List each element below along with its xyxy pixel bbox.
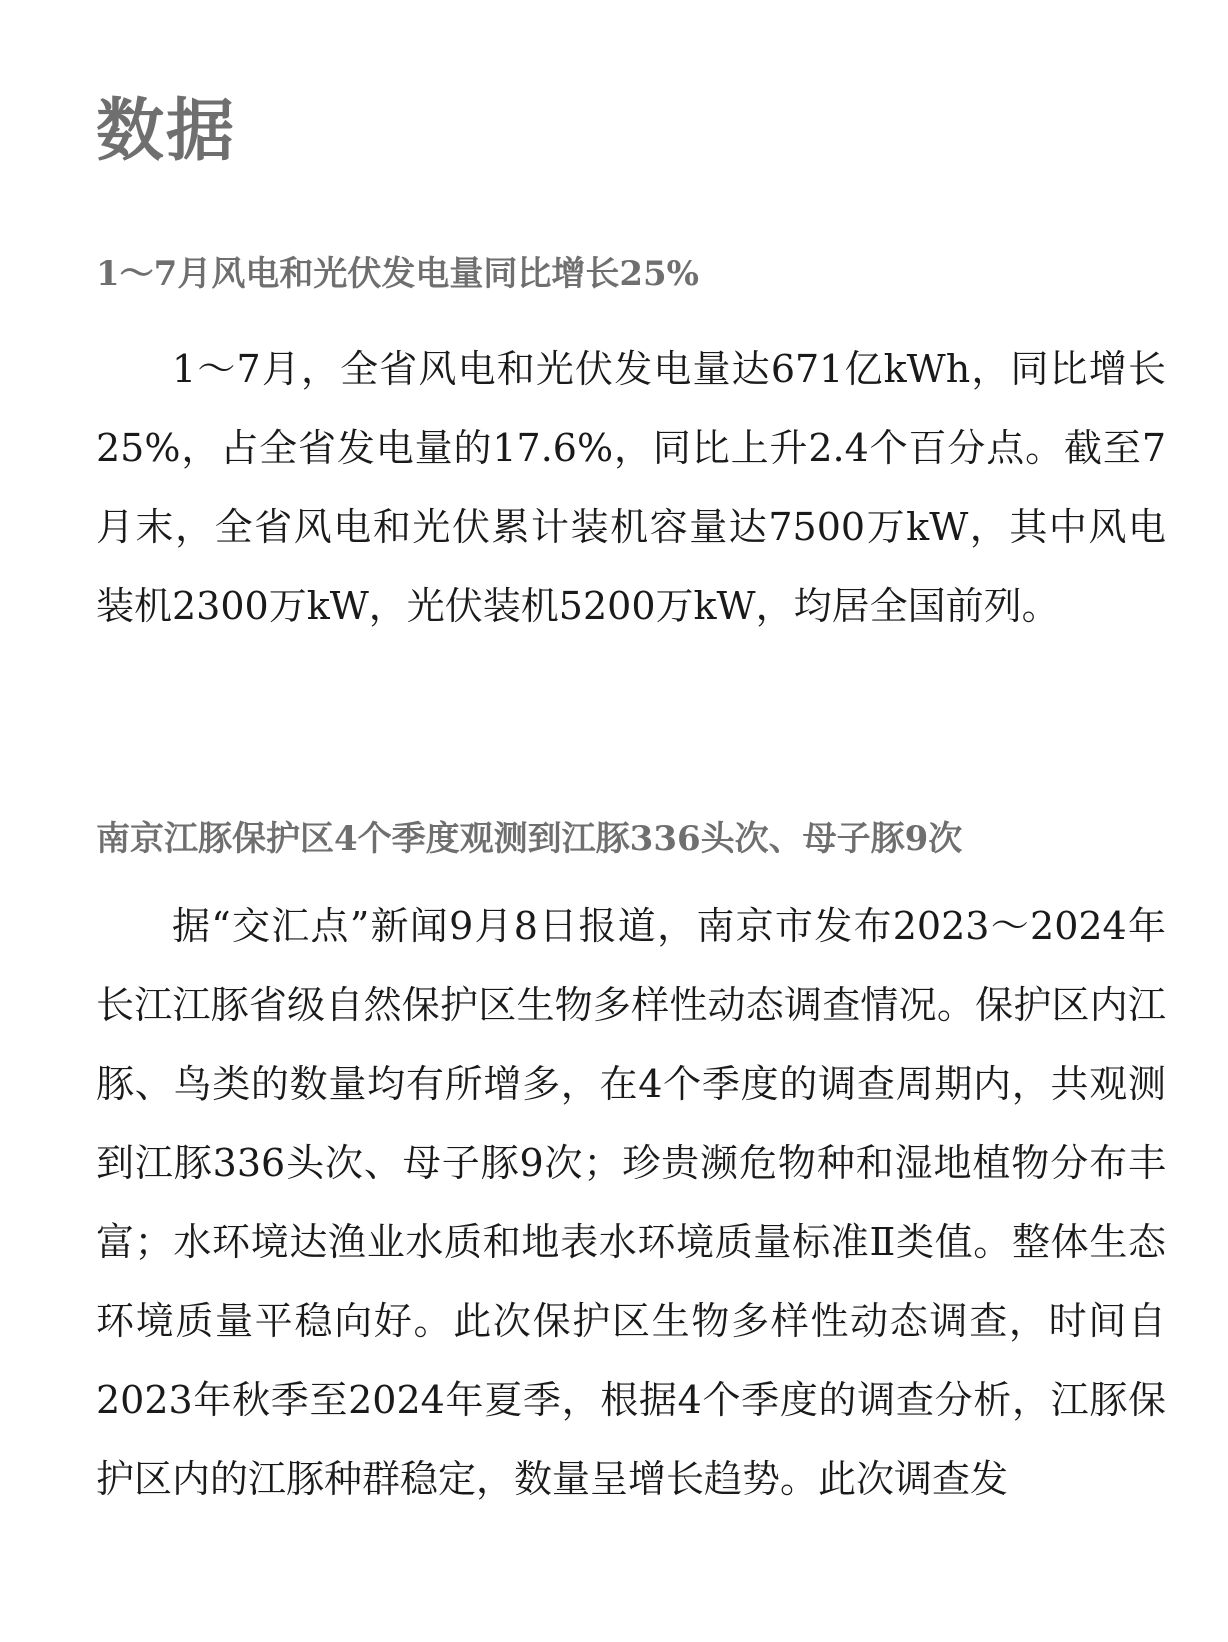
article-headline: 南京江豚保护区4个季度观测到江豚336头次、母子豚9次 — [96, 819, 963, 859]
article-body: 1～7月，全省风电和光伏发电量达671亿kWh，同比增长25%，占全省发电量的17.6%，同比上升2.4个百分点。截至7月末，全省风电和光伏累计装机容量达7500万kW，其中风电装机2300万kW，光伏装机5200万kW，均居全国前列。 — [96, 347, 1166, 628]
article-body: 据“交汇点”新闻9月8日报道，南京市发布2023～2024年长江江豚省级自然保护区生物多样性动态调查情况。保护区内江豚、鸟类的数量均有所增多，在4个季度的调查周期内，共观测到江豚336头次、母子豚9次；珍贵濒危物种和湿地植物分布丰富；水环境达渔业水质和地表水环境质量标准Ⅱ类值。整体生态环境质量平稳向好。此次保护区生物多样性动态调查，时间自2023年秋季至2024年夏季，根据4个季度的调查分析，江豚保护区内的江豚种群稳定，数量呈增长趋势。此次调查发 — [96, 904, 1166, 1501]
article-wind-solar — [96, 250, 1166, 646]
article-headline: 1～7月风电和光伏发电量同比增长25% — [96, 254, 699, 294]
article-finless-porpoise — [96, 815, 1166, 1519]
section-title: 数据 — [96, 92, 237, 171]
